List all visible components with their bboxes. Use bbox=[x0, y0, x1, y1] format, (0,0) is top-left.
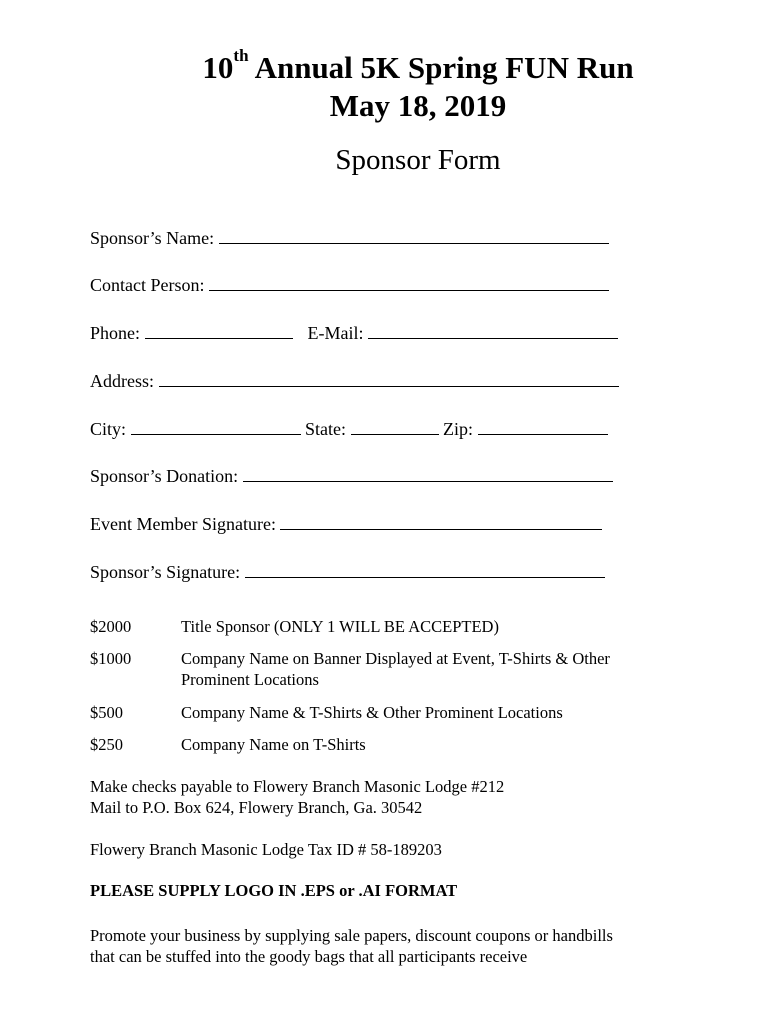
donation-line[interactable] bbox=[243, 466, 613, 482]
contact-person-label: Contact Person: bbox=[90, 275, 205, 295]
event-member-signature-row bbox=[90, 513, 602, 535]
city-line[interactable] bbox=[131, 419, 301, 435]
contact-person-line[interactable] bbox=[209, 275, 609, 291]
tier-amount: $1000 bbox=[90, 649, 132, 668]
contact-person-row bbox=[90, 274, 609, 296]
event-member-signature-label: Event Member Signature: bbox=[90, 514, 276, 534]
sponsor-signature-row bbox=[90, 561, 605, 583]
state-line[interactable] bbox=[351, 419, 439, 435]
event-member-signature-line[interactable] bbox=[280, 514, 602, 530]
zip-label: Zip: bbox=[443, 419, 474, 439]
state-label: State: bbox=[305, 419, 347, 439]
event-date: May 18, 2019 bbox=[329, 88, 507, 123]
address-label: Address: bbox=[90, 371, 154, 391]
tier-amount: $250 bbox=[90, 735, 123, 754]
sponsor-name-label: Sponsor’s Name: bbox=[90, 228, 215, 248]
promotion-line: Promote your business by supplying sale papers, discount coupons or handbills bbox=[90, 926, 613, 945]
tier-description: Title Sponsor (ONLY 1 WILL BE ACCEPTED) bbox=[181, 617, 499, 636]
email-label: E-Mail: bbox=[307, 323, 364, 343]
payment-instructions bbox=[90, 776, 690, 818]
phone-line[interactable] bbox=[145, 323, 293, 339]
city-state-zip-row bbox=[90, 418, 608, 440]
title-text: Annual 5K Spring FUN Run bbox=[248, 50, 634, 85]
form-subtitle: Sponsor Form bbox=[335, 144, 501, 176]
tax-id-text: Flowery Branch Masonic Lodge Tax ID # 58-189203 bbox=[90, 840, 442, 859]
address-row bbox=[90, 370, 619, 392]
tier-description: Company Name & T-Shirts & Other Prominent Locations bbox=[181, 703, 563, 722]
event-title bbox=[0, 46, 770, 86]
title-number: 10 bbox=[202, 50, 234, 85]
phone-label: Phone: bbox=[90, 323, 141, 343]
zip-line[interactable] bbox=[478, 419, 608, 435]
checks-payable-text: Make checks payable to Flowery Branch Masonic Lodge #212 bbox=[90, 777, 505, 796]
sponsor-name-row bbox=[90, 227, 609, 249]
promotion-text bbox=[90, 925, 730, 967]
address-line[interactable] bbox=[159, 371, 619, 387]
donation-row bbox=[90, 465, 613, 487]
tier-description: Company Name on T-Shirts bbox=[181, 735, 366, 754]
title-ordinal-suffix: th bbox=[233, 46, 249, 65]
tier-amount: $500 bbox=[90, 703, 123, 722]
sponsor-signature-label: Sponsor’s Signature: bbox=[90, 562, 241, 582]
sponsor-name-line[interactable] bbox=[219, 228, 609, 244]
tier-amount: $2000 bbox=[90, 617, 132, 636]
email-line[interactable] bbox=[368, 323, 618, 339]
phone-email-row bbox=[90, 322, 618, 344]
city-label: City: bbox=[90, 419, 127, 439]
logo-format-note: PLEASE SUPPLY LOGO IN .EPS or .AI FORMAT bbox=[90, 881, 458, 900]
mailing-address-text: Mail to P.O. Box 624, Flowery Branch, Ga. 30542 bbox=[90, 798, 423, 817]
tier-description: Company Name on Banner Displayed at Event, T-Shirts & Other Prominent Locations bbox=[181, 649, 610, 689]
sponsor-signature-line[interactable] bbox=[245, 562, 605, 578]
promotion-line: that can be stuffed into the goody bags that all participants receive bbox=[90, 947, 528, 966]
donation-label: Sponsor’s Donation: bbox=[90, 466, 239, 486]
